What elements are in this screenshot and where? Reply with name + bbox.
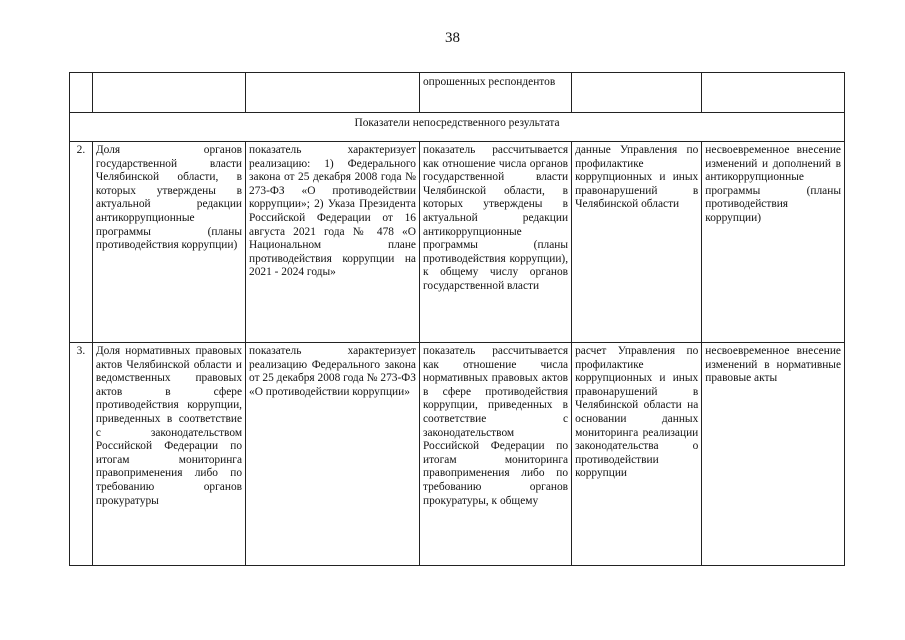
row-number: 3. <box>70 343 93 566</box>
calculation-method: показатель рассчитывается как отношение числа органов государственной власти Челябинской области, в которых утверждены в актуальной редакции антикоррупционные программы (планы противодействия коррупции), к общему числу органов государственной власти <box>419 142 571 343</box>
section-title: Показатели непосредственного результата <box>70 113 845 142</box>
table-row <box>70 142 845 343</box>
data-source: данные Управления по профилактике коррупционных и иных правонарушений в Челябинской области <box>572 142 702 343</box>
table-cell-method: опрошенных респондентов <box>419 73 571 113</box>
table-cell <box>70 73 93 113</box>
table-row <box>70 113 845 142</box>
indicator-name: Доля органов государственной власти Челябинской области, в которых утверждены в актуальной редакции антикоррупционные программы (планы противодействия коррупции) <box>92 142 245 343</box>
calculation-method: показатель рассчитывается как отношение числа нормативных правовых актов в сфере противодействия коррупции, приведенных в соответствие с законодательством Российской Федерации по итогам мониторинга правоприменения либо по требованию органов прокуратуры, к общему <box>419 343 571 566</box>
table-cell <box>572 73 702 113</box>
indicator-name: Доля нормативных правовых актов Челябинской области и ведомственных правовых актов в сфере противодействия коррупции, приведенных в соответствие с законодательством Российской Федерации по итогам мониторинга правоприменения либо по требованию органов прокуратуры <box>92 343 245 566</box>
indicator-description: показатель характеризует реализацию Федерального закона от 25 декабря 2008 года № 273-ФЗ «О противодействии коррупции» <box>246 343 420 566</box>
row-number: 2. <box>70 142 93 343</box>
data-source: расчет Управления по профилактике коррупционных и иных правонарушений в Челябинской области на основании данных мониторинга реализации законодательства о противодействии коррупции <box>572 343 702 566</box>
table-row <box>70 73 845 113</box>
page-number: 38 <box>445 30 460 46</box>
indicators-table <box>69 72 845 566</box>
table-cell <box>92 73 245 113</box>
table-cell <box>702 73 845 113</box>
risk-factor: несвоевременное внесение изменений и дополнений в антикоррупционные программы (планы противодействия коррупции) <box>702 142 845 343</box>
indicator-description: показатель характеризует реализацию: 1) Федерального закона от 25 декабря 2008 года № 273-ФЗ «О противодействии коррупции»; 2) Указа Президента Российской Федерации от 16 августа 2021 года № 478 «О Национальном плане противодействия коррупции на 2021 - 2024 годы» <box>246 142 420 343</box>
table-row <box>70 343 845 566</box>
table-cell <box>246 73 420 113</box>
risk-factor: несвоевременное внесение изменений в нормативные правовые акты <box>702 343 845 566</box>
